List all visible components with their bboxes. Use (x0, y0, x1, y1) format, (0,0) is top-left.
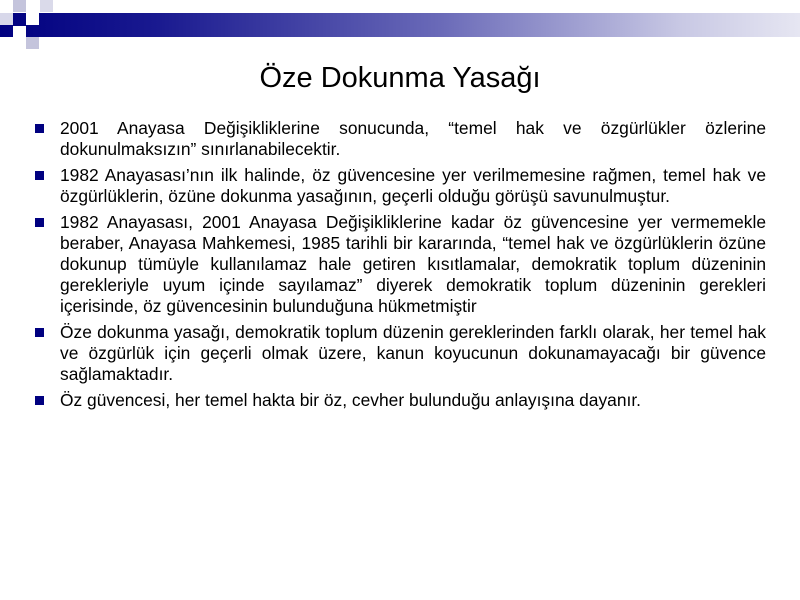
square-bullet-icon (35, 171, 44, 180)
square-bullet-icon (35, 218, 44, 227)
bullet-item (32, 322, 766, 385)
bullet-item (32, 212, 766, 317)
bullet-text: Öze dokunma yasağı, demokratik toplum düzenin gereklerinden farklı olarak, her temel hak ve özgürlük için geçerli olmak üzere, kanun koyucunun dokunamayacağı bir güvence sağlamaktadır. (60, 322, 766, 384)
square-bullet-icon (35, 396, 44, 405)
bullet-list (32, 118, 766, 416)
bullet-text: 1982 Anayasası’nın ilk halinde, öz güvencesine yer verilmemesine rağmen, temel hak ve özgürlüklerin, özüne dokunma yasağının, geçerli olduğu görüşü savunulmuştur. (60, 165, 766, 206)
bullet-text: 2001 Anayasa Değişikliklerine sonucunda, “temel hak ve özgürlükler özlerine dokunulmaksızın” sınırlanabilecektir. (60, 118, 766, 159)
bullet-text: 1982 Anayasası, 2001 Anayasa Değişikliklerine kadar öz güvencesine yer vermemekle beraber, Anayasa Mahkemesi, 1985 tarihli bir kararında, “temel hak ve özgürlüklerin özüne dokunup tümüyle kullanılamaz hale getiren kısıtlamalar, demokratik toplum düzeninin gerekleriyle uyum içinde sayılamaz” diyerek demokratik toplum düzeninin gerekleri içerisinde, öz güvencesinin bulunduğuna hükmetmiştir (60, 212, 766, 316)
decorative-square (0, 13, 13, 25)
header-band (0, 13, 800, 37)
decorative-square (26, 13, 39, 25)
decorative-square (13, 0, 26, 12)
square-bullet-icon (35, 328, 44, 337)
decorative-square (13, 26, 26, 38)
square-bullet-icon (35, 124, 44, 133)
bullet-item (32, 390, 766, 411)
bullet-item (32, 165, 766, 207)
slide-title: Öze Dokunma Yasağı (259, 62, 541, 94)
decorative-square (40, 0, 53, 12)
bullet-text: Öz güvencesi, her temel hakta bir öz, cevher bulunduğu anlayışına dayanır. (60, 390, 641, 410)
bullet-item (32, 118, 766, 160)
decorative-square (26, 37, 39, 49)
